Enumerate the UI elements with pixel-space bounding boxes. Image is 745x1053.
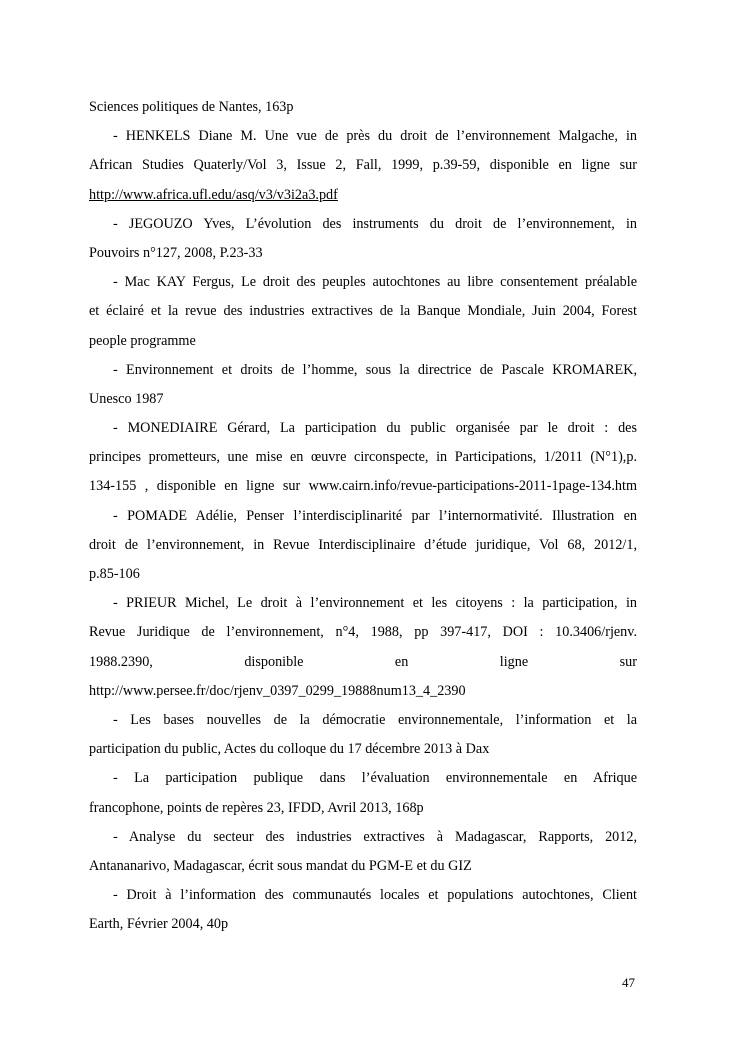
reference-line: people programme bbox=[89, 332, 196, 349]
reference-line: 134-155 , disponible en ligne sur www.cairn.info/revue-participations-2011-1page-134.htm bbox=[89, 478, 637, 495]
reference-line: Antananarivo, Madagascar, écrit sous mandat du PGM-E et du GIZ bbox=[89, 857, 472, 874]
reference-link[interactable]: http://www.africa.ufl.edu/asq/v3/v3i2a3.pdf bbox=[89, 186, 338, 203]
reference-line bbox=[89, 181, 637, 210]
reference-line: francophone, points de repères 23, IFDD, Avril 2013, 168p bbox=[89, 799, 424, 816]
reference-line: - JEGOUZO Yves, L’évolution des instruments du droit de l’environnement, in bbox=[113, 215, 637, 232]
bibliography-page bbox=[89, 93, 637, 939]
reference-line: - Droit à l’information des communautés locales et populations autochtones, Client bbox=[113, 887, 637, 904]
reference-line: Revue Juridique de l’environnement, n°4, 1988, pp 397-417, DOI : 10.3406/rjenv. bbox=[89, 624, 637, 641]
reference-line: - MONEDIAIRE Gérard, La participation du public organisée par le droit : des bbox=[113, 420, 637, 437]
reference-line: droit de l’environnement, in Revue Interdisciplinaire d’étude juridique, Vol 68, 2012/1, bbox=[89, 536, 637, 553]
reference-line: - POMADE Adélie, Penser l’interdisciplinarité par l’internormativité. Illustration en bbox=[113, 507, 637, 524]
reference-line: - Environnement et droits de l’homme, sous la directrice de Pascale KROMAREK, bbox=[113, 361, 637, 378]
reference-line: http://www.persee.fr/doc/rjenv_0397_0299_19888num13_4_2390 bbox=[89, 682, 466, 699]
reference-line: 1988.2390, disponible en ligne sur bbox=[89, 653, 637, 670]
reference-line: principes prometteurs, une mise en œuvre circonspecte, in Participations, 1/2011 (N°1),p. bbox=[89, 449, 637, 466]
reference-line: Unesco 1987 bbox=[89, 390, 164, 407]
reference-line: participation du public, Actes du colloque du 17 décembre 2013 à Dax bbox=[89, 741, 490, 758]
reference-line: - Les bases nouvelles de la démocratie environnementale, l’information et la bbox=[113, 711, 637, 728]
reference-line: - HENKELS Diane M. Une vue de près du droit de l’environnement Malgache, in bbox=[113, 128, 637, 145]
reference-line: - Mac KAY Fergus, Le droit des peuples autochtones au libre consentement préalable bbox=[113, 274, 637, 291]
page-number: 47 bbox=[622, 975, 635, 990]
reference-line: Sciences politiques de Nantes, 163p bbox=[89, 99, 294, 115]
reference-line: - Analyse du secteur des industries extractives à Madagascar, Rapports, 2012, bbox=[113, 828, 637, 845]
reference-line: Earth, Février 2004, 40p bbox=[89, 916, 229, 933]
reference-line: - La participation publique dans l’évaluation environnementale en Afrique bbox=[113, 770, 637, 787]
reference-line: African Studies Quaterly/Vol 3, Issue 2, Fall, 1999, p.39-59, disponible en ligne sur bbox=[89, 157, 637, 174]
reference-line: p.85-106 bbox=[89, 566, 140, 582]
reference-line: et éclairé et la revue des industries extractives de la Banque Mondiale, Juin 2004, Forest bbox=[89, 303, 637, 320]
reference-line: - PRIEUR Michel, Le droit à l’environnement et les citoyens : la participation, in bbox=[113, 595, 637, 612]
reference-line: Pouvoirs n°127, 2008, P.23-33 bbox=[89, 244, 263, 261]
